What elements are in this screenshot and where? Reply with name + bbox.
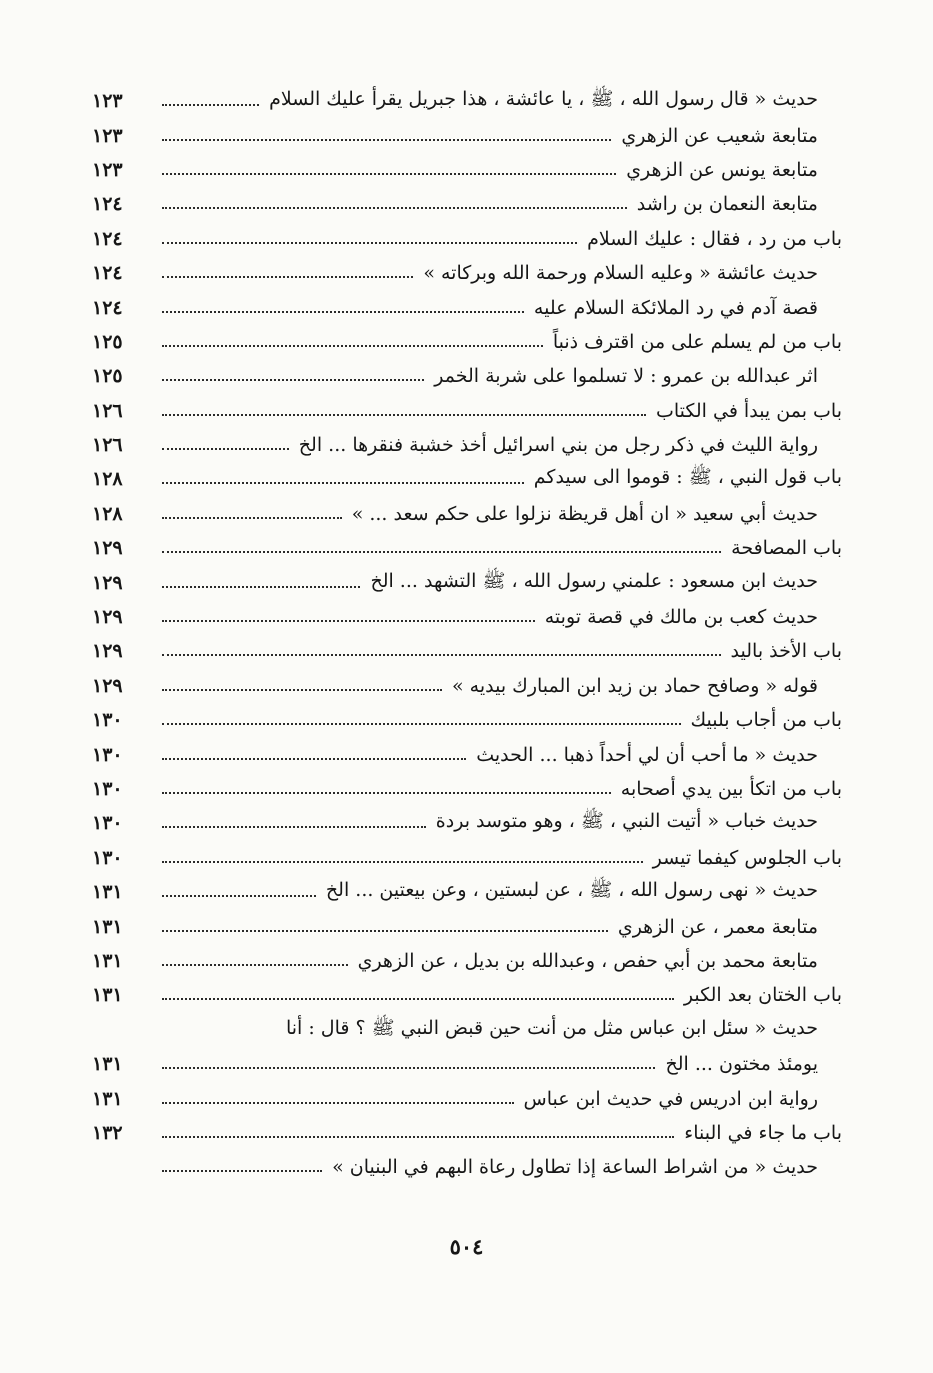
toc-entry — [92, 325, 842, 359]
entry-page-number: ١٢٣ — [92, 124, 123, 147]
entry-page-number: ١٢٣ — [92, 90, 123, 113]
dot-leader — [162, 414, 646, 416]
entry-title: حديث « ما أحب أن لي أحداً ذهبا ... الحديث — [476, 743, 818, 766]
toc-entry — [92, 290, 842, 324]
toc-entry — [92, 359, 842, 393]
entry-page-number: ١٣٠ — [92, 778, 123, 800]
entry-page-number: ١٣١ — [92, 949, 123, 972]
dot-leader — [162, 620, 535, 622]
toc-entry — [92, 497, 842, 531]
toc-entry — [92, 428, 842, 462]
toc-entry — [92, 153, 842, 187]
dot-leader — [162, 998, 674, 1000]
dot-leader — [162, 930, 608, 932]
entry-title: حديث خباب « أتيت النبي ، ﷺ ، وهو متوسد بردة — [435, 810, 818, 833]
entry-page-number: ١٢٣ — [92, 158, 123, 181]
toc-entry — [92, 565, 842, 599]
entry-title: حديث أبي سعيد « ان أهل قريظة نزلوا على حكم سعد ... » — [351, 502, 818, 525]
entry-title: باب الجلوس كيفما تيسر — [652, 846, 842, 869]
toc-entry — [92, 1150, 842, 1184]
entry-title: باب الأخذ باليد — [730, 640, 842, 663]
dot-leader — [162, 689, 442, 691]
entry-title: حديث « قال رسول الله ، ﷺ ، يا عائشة ، هذا جبريل يقرأ عليك السلام — [269, 88, 818, 111]
toc-entry — [92, 1116, 842, 1150]
dot-leader — [162, 723, 681, 725]
entry-title: حديث « من اشراط الساعة إذا تطاول رعاة البهم في البنيان » — [332, 1156, 818, 1179]
page-number: ٥٠٤ — [449, 1234, 484, 1259]
entry-title: باب بمن يبدأ في الكتاب — [655, 399, 842, 422]
dot-leader — [162, 1136, 674, 1138]
toc-entry — [92, 875, 842, 909]
dot-leader — [162, 1102, 514, 1104]
entry-title: يومئذ مختون ... الخ — [665, 1053, 818, 1076]
entry-page-number: ١٢٨ — [92, 502, 123, 525]
entry-page-number: ١٣١ — [92, 1087, 123, 1110]
entry-title: متابعة النعمان بن راشد — [636, 193, 818, 216]
entry-page-number: ١٢٥ — [92, 330, 123, 353]
toc-entry — [92, 1047, 842, 1081]
entry-page-number: ١٣٠ — [92, 743, 123, 766]
entry-page-number: ١٢٤ — [92, 227, 123, 250]
entry-page-number: ١٢٦ — [92, 399, 123, 422]
entry-title: متابعة محمد بن أبي حفص ، وعبدالله بن بديل ، عن الزهري — [357, 949, 818, 972]
entry-title: باب من أجاب بلبيك — [690, 709, 842, 732]
entry-page-number: ١٣١ — [92, 984, 123, 1007]
entry-page-number: ١٢٩ — [92, 674, 123, 697]
entry-title: حديث ابن مسعود : علمني رسول الله ، ﷺ التشهد ... الخ — [370, 569, 818, 592]
toc-entry — [92, 1081, 842, 1115]
dot-leader — [162, 1170, 322, 1172]
entry-title: حديث كعب بن مالك في قصة توبته — [544, 606, 818, 629]
entry-page-number: ١٢٤ — [92, 193, 123, 216]
dot-leader — [162, 448, 289, 450]
toc-entry — [92, 531, 842, 565]
toc-entry — [92, 462, 842, 496]
entry-title: حديث عائشة « وعليه السلام ورحمة الله وبركاته » — [423, 262, 818, 285]
toc-entry — [92, 806, 842, 840]
entry-title: رواية ابن ادريس في حديث ابن عباس — [523, 1087, 818, 1110]
entry-title: باب قول النبي ، ﷺ : قوموا الى سيدكم — [533, 466, 842, 489]
dot-leader — [162, 242, 577, 244]
entry-page-number: ١٣٢ — [92, 1121, 123, 1144]
entry-title: رواية الليث في ذكر رجل من بني اسرائيل أخذ خشبة فنقرها ... الخ — [298, 434, 818, 457]
toc-entry — [92, 222, 842, 256]
dot-leader — [162, 345, 543, 347]
entry-title: اثر عبدالله بن عمرو : لا تسلموا على شربة الخمر — [434, 365, 818, 388]
entry-title: متابعة يونس عن الزهري — [626, 158, 818, 181]
toc-entry — [92, 669, 842, 703]
dot-leader — [162, 1067, 655, 1069]
toc-entry — [92, 737, 842, 771]
entry-page-number: ١٣٠ — [92, 846, 123, 869]
dot-leader — [162, 586, 360, 588]
dot-leader — [162, 104, 259, 106]
entry-title: باب المصافحة — [731, 537, 842, 560]
dot-leader — [162, 654, 721, 656]
dot-leader — [162, 517, 342, 519]
toc-entry — [92, 256, 842, 290]
entry-page-number: ١٢٩ — [92, 640, 123, 663]
entry-title: قوله « وصافح حماد بن زيد ابن المبارك بيديه » — [451, 674, 818, 697]
entry-page-number: ١٣٠ — [92, 812, 123, 835]
dot-leader — [162, 173, 616, 175]
entry-title: باب من رد ، فقال : عليك السلام — [587, 227, 842, 250]
entry-page-number: ١٢٤ — [92, 262, 123, 285]
table-of-contents — [92, 84, 842, 1185]
toc-entry — [92, 703, 842, 737]
entry-title: قصة آدم في رد الملائكة السلام عليه — [533, 296, 818, 319]
entry-page-number: ١٢٤ — [92, 296, 123, 319]
toc-entry — [92, 84, 842, 118]
toc-entry — [92, 634, 842, 668]
entry-page-number: ١٣١ — [92, 915, 123, 938]
toc-entry — [92, 944, 842, 978]
entry-title: متابعة شعيب عن الزهري — [621, 124, 818, 147]
entry-page-number: ١٣١ — [92, 1053, 123, 1076]
dot-leader — [162, 551, 721, 553]
entry-page-number: ١٣٠ — [92, 709, 123, 732]
entry-page-number: ١٢٩ — [92, 537, 123, 560]
dot-leader — [162, 826, 426, 828]
entry-title: حديث « نهى رسول الله ، ﷺ ، عن لبستين ، وعن بيعتين ... الخ — [325, 879, 818, 902]
dot-leader — [162, 482, 524, 484]
toc-entry — [92, 1013, 842, 1047]
entry-title: باب من لم يسلم على من اقترف ذنباً — [552, 330, 842, 353]
dot-leader — [162, 792, 611, 794]
entry-title: باب من اتكأ بين يدي أصحابه — [620, 778, 842, 800]
toc-entry — [92, 841, 842, 875]
entry-title: حديث « سئل ابن عباس مثل من أنت حين قبض النبي ﷺ ؟ قال : أنا — [285, 1016, 818, 1039]
toc-entry — [92, 600, 842, 634]
dot-leader — [162, 861, 643, 863]
entry-page-number: ١٢٥ — [92, 365, 123, 388]
dot-leader — [162, 139, 611, 141]
dot-leader — [162, 758, 466, 760]
toc-entry — [92, 909, 842, 943]
toc-entry — [92, 118, 842, 152]
entry-page-number: ١٢٩ — [92, 571, 123, 594]
dot-leader — [162, 964, 348, 966]
toc-entry — [92, 978, 842, 1012]
entry-page-number: ١٢٨ — [92, 468, 123, 491]
entry-title: باب الختان بعد الكبر — [683, 984, 842, 1007]
entry-page-number: ١٢٦ — [92, 434, 123, 457]
dot-leader — [162, 311, 524, 313]
dot-leader — [162, 895, 316, 897]
toc-entry — [92, 772, 842, 806]
dot-leader — [162, 207, 627, 209]
dot-leader — [162, 379, 424, 381]
toc-entry — [92, 187, 842, 221]
dot-leader — [162, 276, 413, 278]
entry-title: متابعة معمر ، عن الزهري — [617, 915, 818, 938]
toc-entry — [92, 394, 842, 428]
entry-title: باب ما جاء في البناء — [684, 1121, 842, 1144]
entry-page-number: ١٣١ — [92, 881, 123, 904]
entry-page-number: ١٢٩ — [92, 606, 123, 629]
